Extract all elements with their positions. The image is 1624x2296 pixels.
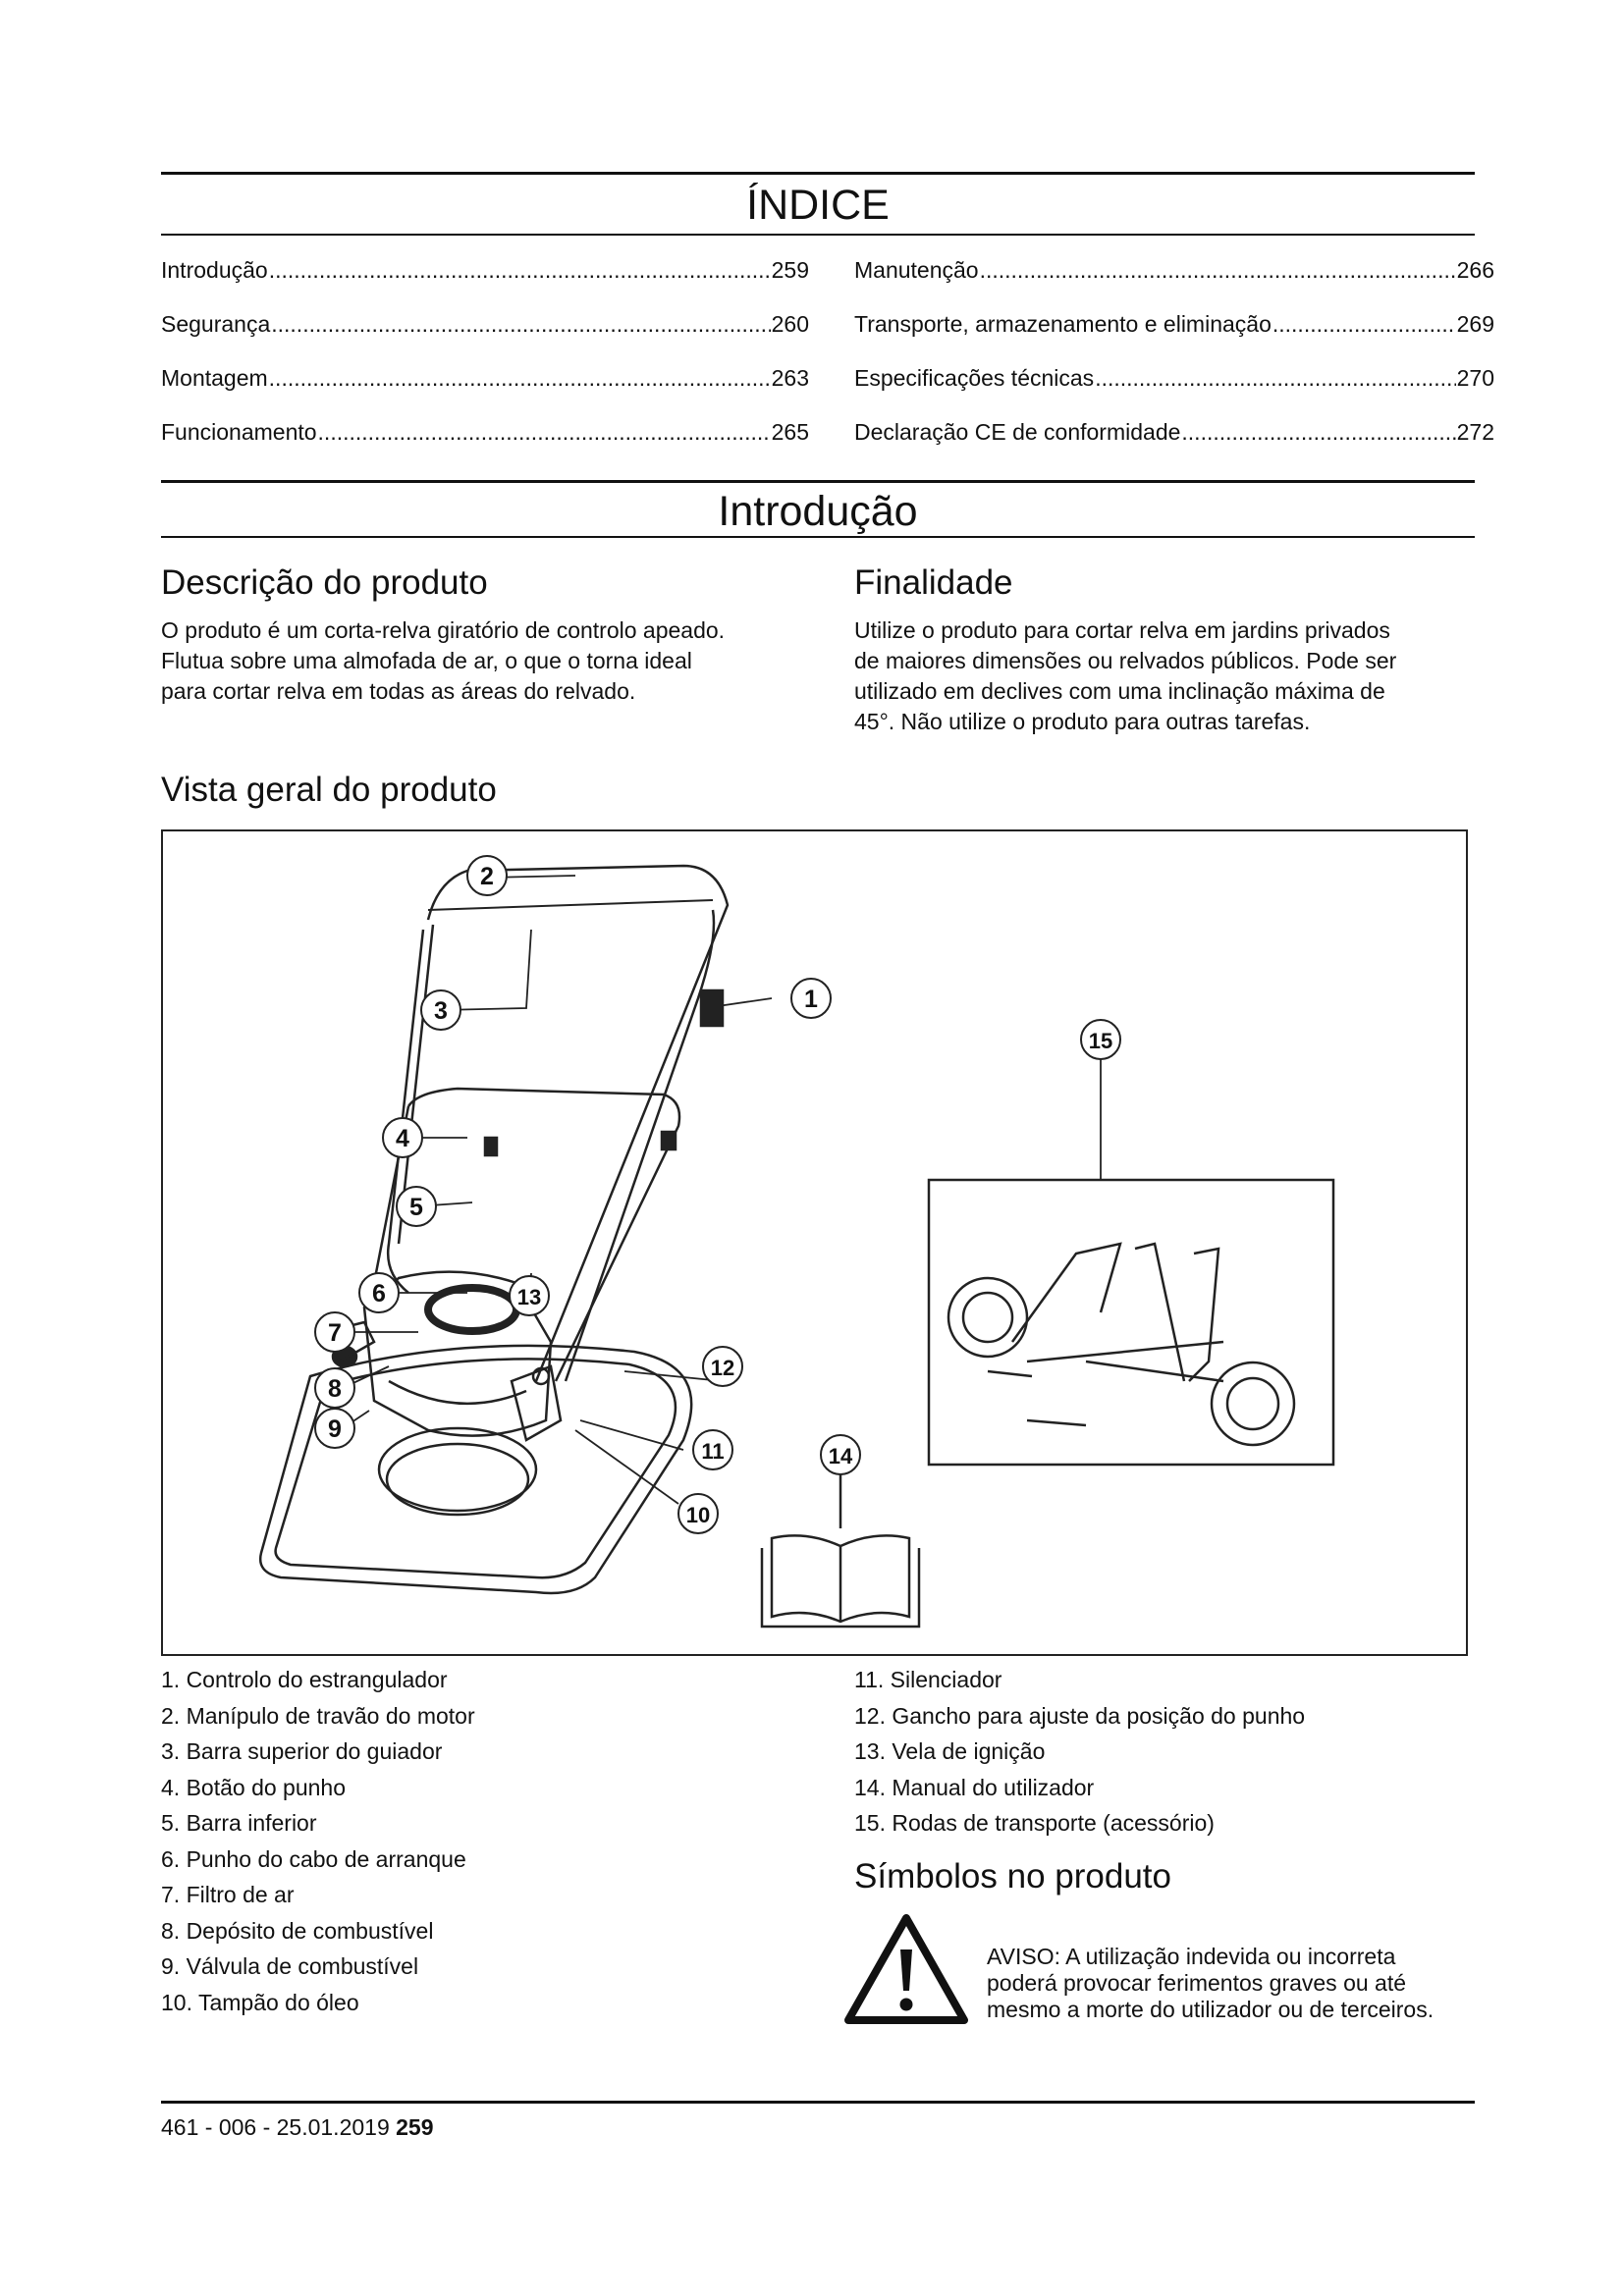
legend-left [161,1667,829,2040]
intro-title: Introdução [718,488,918,535]
description-heading: Descrição do produto [161,563,488,602]
legend-item: 8. Depósito de combustível [161,1918,434,1944]
description-text: O produto é um corta-relva giratório de controlo apeado. Flutua sobre uma almofada de ar, o que o torna ideal para cortar relva em todas as áreas do relvado. [161,617,726,704]
callout-label-8: 8 [328,1375,342,1403]
intro-rule [161,480,1475,483]
toc-entry[interactable]: Introdução ..... 259 [161,257,809,284]
legend-item: 5. Barra inferior [161,1810,317,1836]
overview-heading: Vista geral do produto [161,771,497,809]
toc-entry[interactable]: Manutenção ..... 266 [854,257,1494,284]
symbols-heading: Símbolos no produto [854,1857,1171,1896]
manual-book-icon [762,1474,919,1627]
callout-label-7: 7 [328,1319,342,1347]
warning-text: AVISO: A utilização indevida ou incorreta poderá provocar ferimentos graves ou até mesmo a morte do utilizador ou de terceiros. [987,1944,1435,2022]
callout-label-5: 5 [409,1194,423,1221]
legend-item: 6. Punho do cabo de arranque [161,1846,466,1872]
legend-right [854,1667,1483,1853]
footer-page-number: 259 [396,2114,434,2140]
legend-item: 4. Botão do punho [161,1775,346,1800]
product-diagram [163,831,1466,1654]
callout-label-1: 1 [804,986,818,1013]
toc-entry[interactable]: Segurança ..... 260 [161,311,809,338]
toc-entry[interactable]: Especificações técnicas ..... 270 [854,365,1494,392]
legend-item: 13. Vela de ignição [854,1738,1046,1764]
callout-label-11: 11 [701,1439,725,1464]
callout-label-10: 10 [685,1503,711,1527]
legend-item: 1. Controlo do estrangulador [161,1667,448,1692]
legend-item: 10. Tampão do óleo [161,1990,359,2015]
legend-item: 14. Manual do utilizador [854,1775,1095,1800]
toc-title-rule [161,234,1475,236]
callout-label-2: 2 [480,863,494,890]
purpose-text: Utilize o produto para cortar relva em jardins privados de maiores dimensões ou relvados públicos. Pode ser utilizado em declives com uma inclinação máxima de 45°. Não utilize o produto para outras tarefas. [854,617,1397,734]
toc-entry[interactable]: Funcionamento ..... 265 [161,419,809,446]
legend-item: 7. Filtro de ar [161,1882,295,1907]
toc-title: ÍNDICE [746,182,890,229]
callout-label-14: 14 [828,1444,853,1468]
callout-label-3: 3 [434,997,448,1025]
legend-item: 9. Válvula de combustível [161,1953,419,1979]
callout-label-13: 13 [516,1285,542,1309]
callout-leaders [343,876,1101,1504]
toc-entry[interactable]: Declaração CE de conformidade ..... 272 [854,419,1494,446]
intro-title-rule [161,536,1475,538]
legend-item: 2. Manípulo de travão do motor [161,1703,475,1729]
toc-entry[interactable]: Transporte, armazenamento e eliminação ..... 269 [854,311,1494,338]
toc-right-column [854,257,1494,454]
purpose-heading: Finalidade [854,563,1013,602]
top-rule [161,172,1475,175]
page-footer [161,2114,434,2141]
callout-label-4: 4 [396,1125,409,1152]
legend-item: 12. Gancho para ajuste da posição do punho [854,1703,1306,1729]
legend-item: 3. Barra superior do guiador [161,1738,443,1764]
callout-label-15: 15 [1088,1029,1113,1053]
legend-item: 15. Rodas de transporte (acessório) [854,1810,1215,1836]
toc-left-column [161,257,809,454]
toc-entry[interactable]: Montagem ..... 263 [161,365,809,392]
product-overview-figure [161,829,1468,1656]
transport-wheels-inset [929,1180,1333,1465]
callout-label-6: 6 [372,1280,386,1308]
warning-triangle-icon [844,1914,968,2024]
legend-item: 11. Silenciador [854,1667,1002,1692]
callout-label-12: 12 [710,1356,735,1380]
footer-rule [161,2101,1475,2104]
footer-doc-id: 461 - 006 - 25.01.2019 [161,2114,397,2140]
callout-label-9: 9 [328,1415,342,1443]
